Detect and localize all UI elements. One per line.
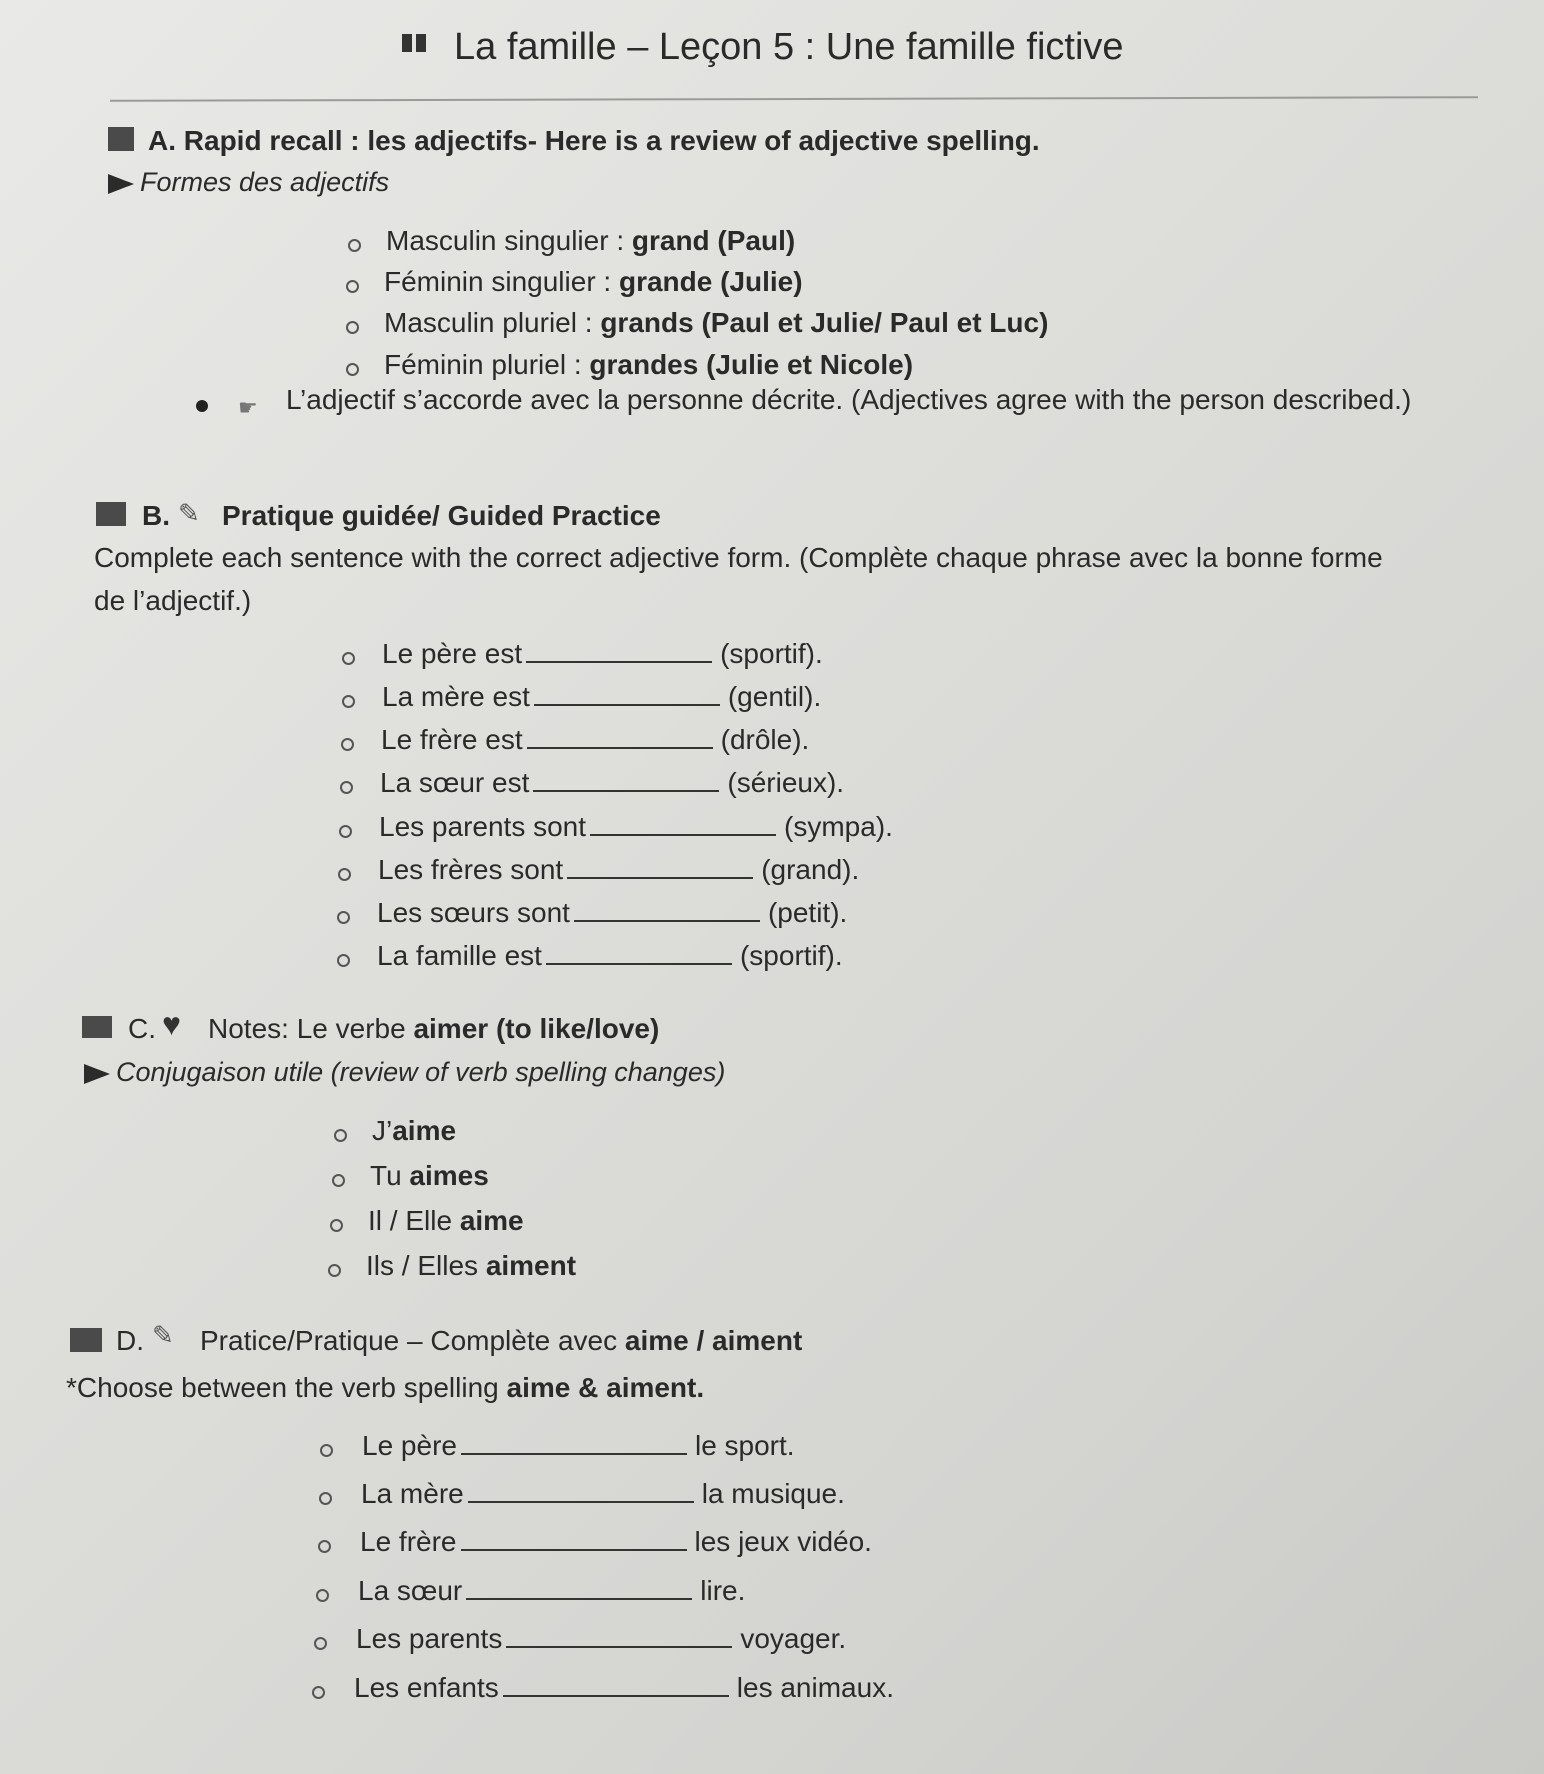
section-b-instructions-line2: de l’adjectif.) [94,585,252,616]
section-b-letter: B. [142,500,170,531]
list-bullet-icon [316,1589,329,1602]
pointing-hand-icon: ☛ [238,395,258,420]
verb-form: aime [392,1115,457,1146]
section-a-marker [108,127,134,151]
sentence-start: Les sœurs sont [377,897,570,928]
sentence-start: La sœur est [380,767,530,798]
form-label: Masculin singulier : [386,225,632,256]
answer-blank[interactable] [527,746,713,749]
sentence-start: Le frère est [381,724,523,755]
list-bullet-icon [334,1129,347,1142]
sentence-end: (sportif). [739,940,843,971]
sentence-start: La famille est [377,940,542,971]
list-bullet-icon [330,1219,343,1232]
section-b-heading: Pratique guidée/ Guided Practice [222,500,661,531]
sentence-start: Les parents [356,1623,503,1654]
exercise-b-item [381,724,809,756]
answer-blank[interactable] [567,876,753,879]
sentence-end: (gentil). [727,681,822,712]
answer-blank[interactable] [503,1694,729,1697]
exercise-b-item [377,897,847,929]
list-bullet-icon [346,363,359,376]
answer-blank[interactable] [590,833,776,836]
list-bullet-icon [314,1637,327,1650]
adjective-form-item [386,225,795,257]
section-c-heading: Notes: Le verbe aimer (to like/love) [208,1013,660,1044]
list-bullet-icon [337,954,350,967]
section-d-heading: Pratice/Pratique – Complète avec aime / aiment [200,1325,803,1356]
answer-blank[interactable] [574,919,760,922]
sentence-start: La mère est [382,681,530,712]
sentence-end: voyager. [740,1623,847,1654]
answer-blank[interactable] [466,1597,692,1600]
conjugation-item [366,1250,576,1282]
sentence-end: (sérieux). [727,767,845,798]
answer-blank[interactable] [506,1645,732,1648]
sentence-start: Les parents sont [379,811,587,842]
section-a-subheading: Formes des adjectifs [108,167,389,198]
form-label: Féminin singulier : [384,266,619,297]
answer-blank[interactable] [461,1548,687,1551]
conjugation-item [370,1160,489,1192]
list-bullet-icon [346,280,359,293]
sentence-start: Les enfants [354,1672,499,1703]
bullet-icon [196,400,208,412]
section-c-letter: C. [128,1013,156,1044]
pencil-icon: ✎ [152,1320,174,1350]
sentence-end: (sympa). [784,811,893,842]
verb-form: aimes [409,1160,489,1191]
page-title: La famille – Leçon 5 : Une famille fictive [454,26,1124,68]
sentence-start: La sœur [358,1575,463,1606]
adjective-form-item [384,349,913,381]
exercise-b-item [377,940,843,972]
exercise-d-item [354,1672,894,1704]
exercise-d-item [361,1478,845,1510]
sentence-end: (drôle). [720,724,810,755]
conjugation-item [372,1115,456,1147]
sentence-start: Le frère [360,1526,457,1557]
form-value: grande (Julie) [618,266,803,297]
section-d-marker [70,1328,102,1352]
list-bullet-icon [338,868,351,881]
answer-blank[interactable] [468,1500,694,1503]
exercise-b-item [382,681,821,713]
list-bullet-icon [319,1492,332,1505]
exercise-d-item [356,1623,846,1655]
arrow-icon [84,1064,110,1084]
sentence-end: (grand). [761,854,860,885]
sentence-end: les jeux vidéo. [694,1526,872,1557]
sentence-end: les animaux. [736,1672,894,1703]
form-label: Masculin pluriel : [384,307,601,338]
exercise-b-item [379,811,893,843]
sentence-end: lire. [700,1575,746,1606]
pronoun: Il / Elle [368,1205,460,1236]
exercise-d-item [362,1430,795,1462]
pronoun: J’ [372,1115,393,1146]
verb-form: aiment [485,1250,577,1281]
answer-blank[interactable] [526,660,712,663]
sentence-end: (petit). [767,897,848,928]
section-b-marker [96,502,126,526]
exercise-b-item [382,638,823,670]
exercise-d-item [358,1575,745,1607]
list-bullet-icon [320,1444,333,1457]
exercise-b-item [380,767,844,799]
sentence-end: la musique. [701,1478,845,1509]
list-bullet-icon [340,781,353,794]
section-d-letter: D. [116,1325,144,1356]
answer-blank[interactable] [534,703,720,706]
conjugation-item [368,1205,524,1237]
form-value: grands (Paul et Julie/ Paul et Luc) [600,307,1049,338]
list-bullet-icon [332,1174,345,1187]
list-bullet-icon [348,239,361,252]
form-value: grand (Paul) [631,225,796,256]
answer-blank[interactable] [461,1452,687,1455]
form-value: grandes (Julie et Nicole) [589,349,914,380]
adjective-form-item [384,266,803,298]
list-bullet-icon [328,1264,341,1277]
list-bullet-icon [346,321,359,334]
sentence-start: Le père [362,1430,457,1461]
section-c-marker [82,1016,112,1038]
answer-blank[interactable] [546,962,732,965]
title-divider [110,96,1478,102]
list-bullet-icon [341,738,354,751]
sentence-start: La mère [361,1478,464,1509]
arrow-icon [108,174,134,194]
pencil-icon: ✎ [178,498,200,528]
list-bullet-icon [318,1540,331,1553]
sentence-start: Les frères sont [378,854,564,885]
book-icon [402,34,428,52]
section-c-subheading: Conjugaison utile (review of verb spelling changes) [84,1057,725,1088]
adjective-form-item [384,307,1048,339]
section-d-instructions: *Choose between the verb spelling aime & aiment. [66,1372,705,1403]
list-bullet-icon [337,911,350,924]
pronoun: Ils / Elles [366,1250,486,1281]
form-label: Féminin pluriel : [384,349,590,380]
list-bullet-icon [342,695,355,708]
heart-icon: ♥ [162,1006,181,1042]
sentence-start: Le père est [382,638,523,669]
sentence-end: le sport. [694,1430,795,1461]
pronoun: Tu [370,1160,410,1191]
section-a-heading: A. Rapid recall : les adjectifs- Here is a review of adjective spelling. [148,125,1040,156]
list-bullet-icon [312,1686,325,1699]
sentence-end: (sportif). [720,638,823,669]
list-bullet-icon [339,825,352,838]
list-bullet-icon [342,652,355,665]
answer-blank[interactable] [533,789,719,792]
agreement-note: L’adjectif s’accorde avec la personne décrite. (Adjectives agree with the person described.) [286,384,1412,415]
section-b-instructions-line1: Complete each sentence with the correct adjective form. (Complète chaque phrase avec la bonne forme [94,542,1383,573]
exercise-b-item [378,854,859,886]
verb-form: aime [459,1205,524,1236]
exercise-d-item [360,1526,872,1558]
